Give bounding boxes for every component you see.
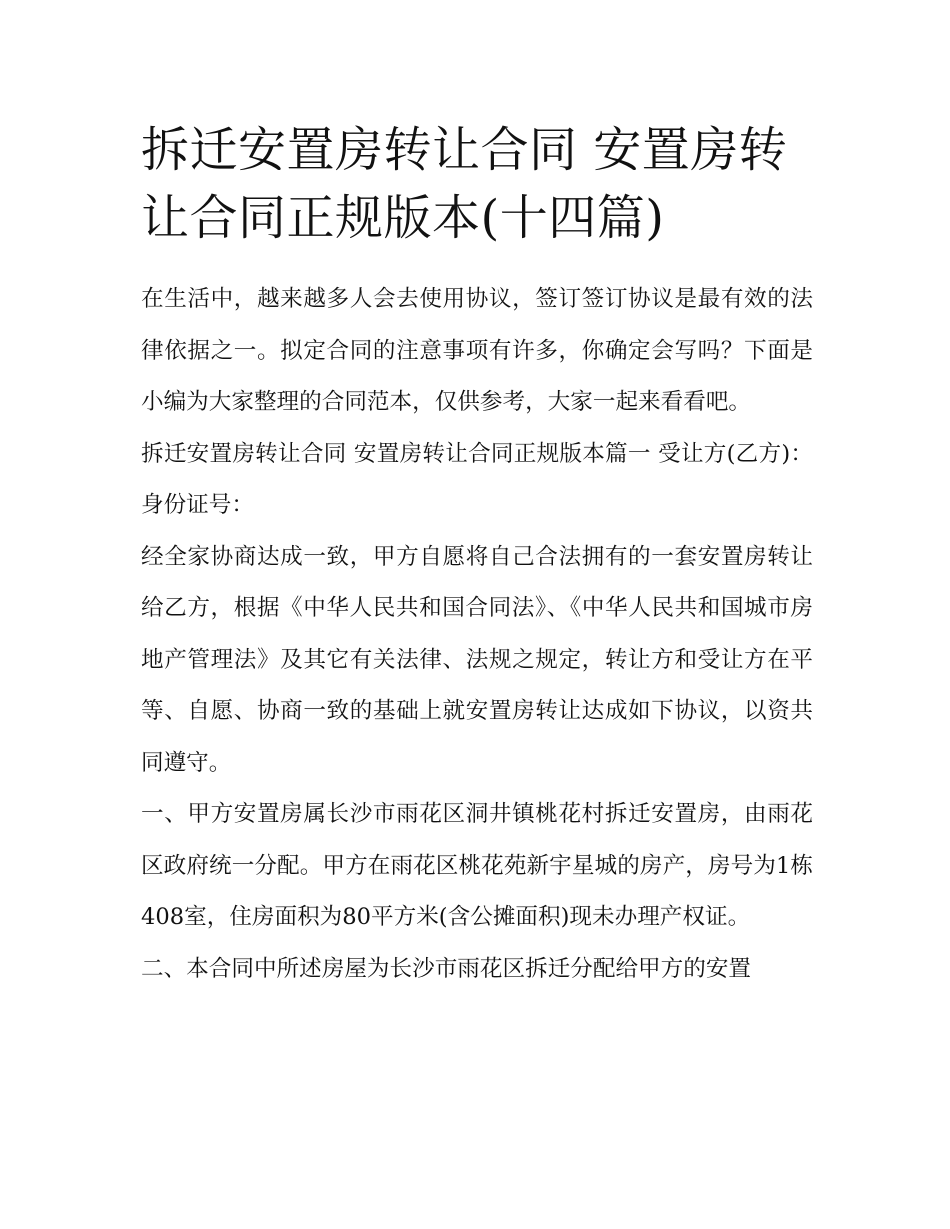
paragraph: 二、本合同中所述房屋为长沙市雨花区拆迁分配给甲方的安置 (141, 955, 752, 982)
document-page (141, 116, 813, 995)
document-title: 拆迁安置房转让合同 安置房转让合同正规版本(十四篇) (141, 122, 788, 246)
paragraph: 经全家协商达成一致，甲方自愿将自己合法拥有的一套安置房转让给乙方，根据《中华人民共和国合同法》、《中华人民共和国城市房地产管理法》及其它有关法律、法规之规定，转让方和受让方在平等、自愿、协商一致的基础上就安置房转让达成如下协议，以资共同遵守。 (141, 543, 813, 776)
document-body (141, 274, 813, 995)
paragraph: 一、甲方安置房属长沙市雨花区洞井镇桃花村拆迁安置房，由雨花区政府统一分配。甲方在雨花区桃花苑新宇星城的房产，房号为1栋408室，住房面积为80平方米(含公摊面积)现未办理产权证。 (141, 801, 813, 930)
paragraph: 拆迁安置房转让合同 安置房转让合同正规版本篇一 受让方(乙方)： 身份证号： (141, 440, 813, 518)
paragraph: 在生活中，越来越多人会去使用协议，签订签订协议是最有效的法律依据之一。拟定合同的注意事项有许多，你确定会写吗？下面是小编为大家整理的合同范本，仅供参考，大家一起来看看吧。 (141, 286, 813, 415)
